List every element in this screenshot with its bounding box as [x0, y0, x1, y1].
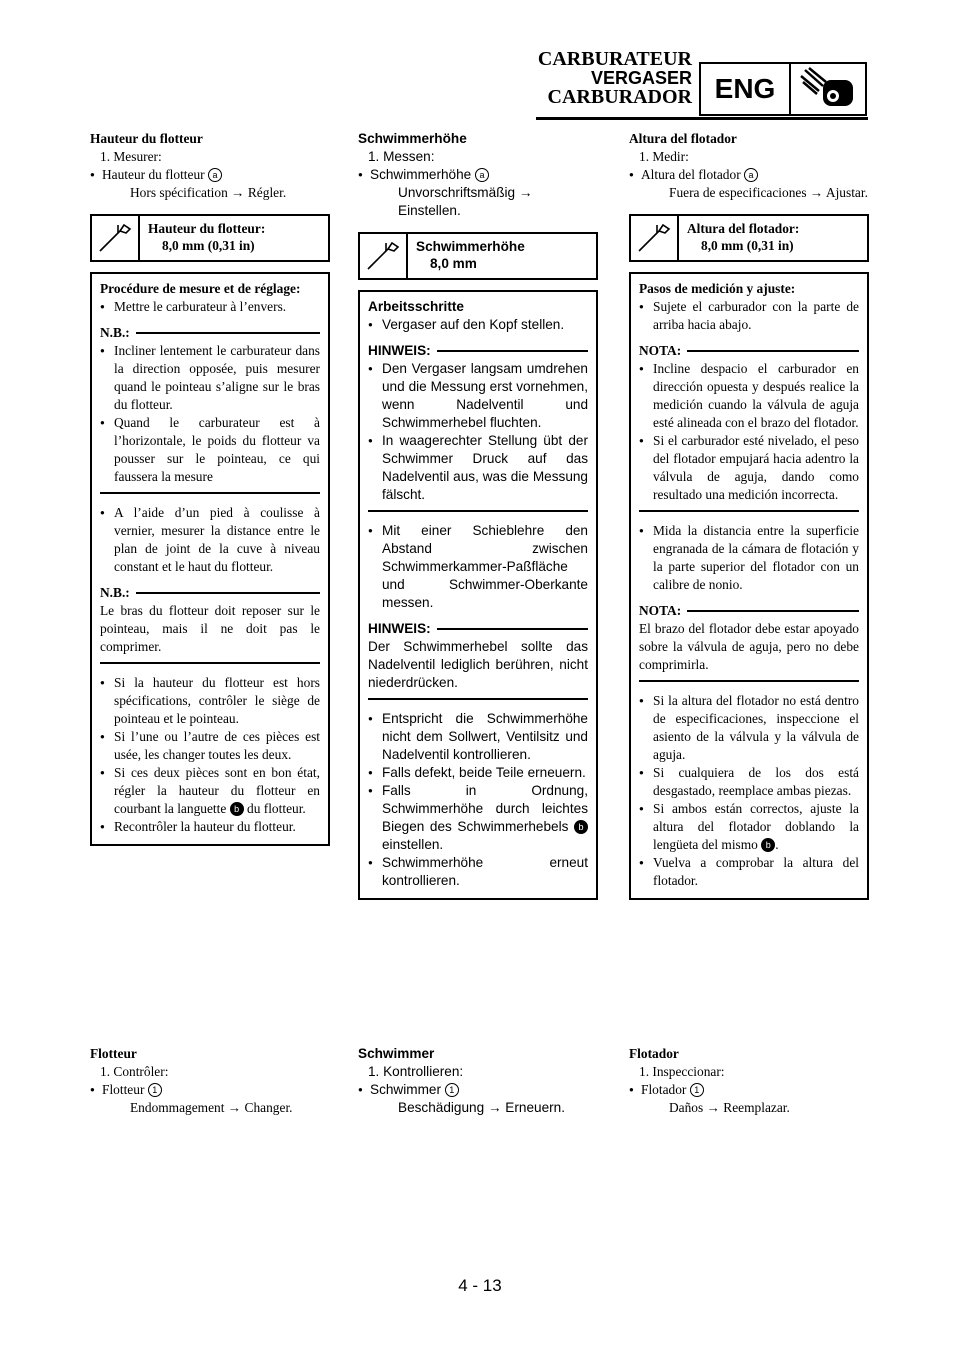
note-item: ● Quand le carburateur est à l’horizontale, le poids du flotteur va pousser sur le pointeau, ce qui faussera la mesure: [100, 414, 320, 486]
procedure-item: ● Si l’une ou l’autre de ces pièces est usée, les changer toutes les deux.: [100, 728, 320, 764]
note-divider: [100, 492, 320, 494]
spec-label: Hauteur du flotteur:: [148, 221, 266, 236]
title-fr: CARBURATEUR: [537, 48, 692, 70]
procedure-item: ● Si la hauteur du flotteur est hors spécifications, contrôler le siège de pointeau et le pointeau.: [100, 674, 320, 728]
note-text: Der Schwimmerhebel sollte das Nadelventil lediglich berühren, nicht niederdrücken.: [368, 639, 588, 690]
note-divider: [639, 680, 859, 682]
out-of-spec: Unvorschriftsmäßig → Einstellen.: [398, 185, 533, 218]
procedure-item: ● Falls in Ordnung, Schwimmerhöhe durch leichtes Biegen des Schwimmerhebels b einstellen.: [368, 782, 588, 854]
wrench-icon: [631, 216, 679, 260]
note-text: Le bras du flotteur doit reposer sur le pointeau, mais il ne doit pas le comprimer.: [100, 603, 320, 654]
ref-1-icon: 1: [690, 1083, 704, 1097]
spec-box: [629, 214, 869, 262]
section-title: Schwimmerhöhe: [358, 131, 467, 146]
procedure-item: ● Si cualquiera de los dos está desgastado, reemplace ambas piezas.: [639, 764, 859, 800]
note-header: NOTA:: [639, 342, 859, 360]
lang-badge: ENG: [701, 64, 791, 114]
bullet-float: ● Flotteur 1: [90, 1081, 340, 1099]
section-title: Hauteur du flotteur: [90, 131, 203, 146]
procedure-item: ● Si ces deux pièces sont en bon état, régler la hauteur du flotteur en courbant la languette b du flotteur.: [100, 764, 320, 818]
section-title: Flotteur: [90, 1046, 137, 1061]
carburetor-icon: [791, 64, 865, 114]
procedure-item: ● Sujete el carburador con la parte de arriba hacia abajo.: [639, 298, 859, 334]
out-of-spec: Hors spécification → Régler.: [130, 185, 287, 200]
note-item: ● In waagerechter Stellung übt der Schwimmer Druck auf das Nadelventil aus, was die Messung fälscht.: [368, 432, 588, 504]
wrench-icon: [360, 234, 408, 278]
step-inspect: 1. Kontrollieren:: [368, 1064, 464, 1079]
note-header: HINWEIS:: [368, 342, 588, 360]
column-french: [90, 130, 330, 846]
spec-box: [358, 232, 598, 280]
ref-1-icon: 1: [148, 1083, 162, 1097]
float-check-french: [90, 1045, 340, 1117]
note-divider: [639, 510, 859, 512]
step-inspect: 1. Inspeccionar:: [639, 1064, 725, 1079]
procedure-item: ● Entspricht die Schwimmerhöhe nicht dem Sollwert, Ventilsitz und Nadelventil kontrollieren.: [368, 710, 588, 764]
procedure-title: Arbeitsschritte: [368, 299, 464, 314]
header-titles: [538, 50, 692, 107]
ref-b-icon: b: [230, 802, 244, 816]
procedure-item: ● A l’aide d’un pied à coulisse à vernier, mesurer la distance entre le plan de joint de la cuve à niveau constant et le haut du flotteur.: [100, 504, 320, 576]
procedure-item: ● Si ambos están correctos, ajuste la altura del flotador doblando la lengüeta del mismo b .: [639, 800, 859, 854]
procedure-item: ● Mida la distancia entre la superficie engranada de la cámara de flotación y la parte superior del flotador con un calibre de nonio.: [639, 522, 859, 594]
spec-label: Schwimmerhöhe: [416, 239, 525, 254]
bullet-float-height: ● Hauteur du flotteur a: [90, 166, 330, 184]
note-header: HINWEIS:: [368, 620, 588, 638]
note-item: ● Den Vergaser langsam umdrehen und die Messung erst vornehmen, wenn Nadelventil und Schwimmerhebel fluchten.: [368, 360, 588, 432]
procedure-title: Procédure de mesure et de réglage:: [100, 281, 301, 296]
bullet-float: ● Schwimmer 1: [358, 1081, 608, 1099]
procedure-item: ● Falls defekt, beide Teile erneuern.: [368, 764, 588, 782]
procedure-box: [90, 272, 330, 846]
ref-a-icon: a: [475, 168, 489, 182]
bullet-float-height: ● Schwimmerhöhe a: [358, 166, 598, 184]
column-spanish: [629, 130, 869, 900]
note-header: NOTA:: [639, 602, 859, 620]
procedure-item: ● Recontrôler la hauteur du flotteur.: [100, 818, 320, 836]
spec-box: [90, 214, 330, 262]
procedure-item: ● Vuelva a comprobar la altura del flotador.: [639, 854, 859, 890]
ref-b-icon: b: [574, 820, 588, 834]
out-of-spec: Fuera de especificaciones → Ajustar.: [669, 185, 868, 200]
inspect-result: Daños → Reemplazar.: [669, 1100, 790, 1115]
bullet-float-height: ● Altura del flotador a: [629, 166, 869, 184]
title-de: VERGASER: [590, 68, 692, 88]
note-header: N.B.:: [100, 324, 320, 342]
page-number: 4 - 13: [458, 1276, 502, 1295]
inspect-result: Endommagement → Changer.: [130, 1100, 293, 1115]
bullet-float: ● Flotador 1: [629, 1081, 879, 1099]
ref-a-icon: a: [208, 168, 222, 182]
column-german: [358, 130, 598, 900]
float-check-spanish: [629, 1045, 879, 1117]
note-item: ● Incliner lentement le carburateur dans la direction opposée, puis mesurer quand le pointeau s’aligne sur le bras du flotteur.: [100, 342, 320, 414]
procedure-item: ● Schwimmerhöhe erneut kontrollieren.: [368, 854, 588, 890]
spec-value: 8,0 mm (0,31 in): [701, 238, 794, 253]
spec-value: 8,0 mm (0,31 in): [162, 238, 255, 253]
procedure-item: ● Mit einer Schieblehre den Abstand zwischen Schwimmerkammer-Paßfläche und Schwimmer-Oberkante messen.: [368, 522, 588, 612]
section-title: Altura del flotador: [629, 131, 737, 146]
header-rule: [536, 117, 868, 120]
wrench-icon: [92, 216, 140, 260]
procedure-box: [629, 272, 869, 900]
ref-1-icon: 1: [445, 1083, 459, 1097]
spec-value: 8,0 mm: [430, 256, 477, 271]
note-text: El brazo del flotador debe estar apoyado sobre la válvula de aguja, pero no debe comprimirla.: [639, 621, 859, 672]
procedure-item: ● Vergaser auf den Kopf stellen.: [368, 316, 588, 334]
inspect-result: Beschädigung → Erneuern.: [398, 1100, 566, 1115]
step-measure: 1. Medir:: [639, 149, 689, 164]
procedure-item: ● Si la altura del flotador no está dentro de especificaciones, inspeccione el asiento de la válvula y la válvula de aguja.: [639, 692, 859, 764]
section-title: Flotador: [629, 1046, 679, 1061]
note-header: N.B.:: [100, 584, 320, 602]
note-divider: [368, 698, 588, 700]
step-measure: 1. Messen:: [368, 149, 435, 164]
spec-label: Altura del flotador:: [687, 221, 800, 236]
note-item: ● Incline despacio el carburador en dirección opuesta y después realice la medición cuando la válvula de aguja esté alineada con el brazo del flotador.: [639, 360, 859, 432]
procedure-box: [358, 290, 598, 900]
section-badge: [699, 62, 867, 116]
title-es: CARBURADOR: [547, 86, 692, 108]
step-measure: 1. Mesurer:: [100, 149, 162, 164]
step-inspect: 1. Contrôler:: [100, 1064, 169, 1079]
ref-b-icon: b: [761, 838, 775, 852]
procedure-item: ● Mettre le carburateur à l’envers.: [100, 298, 320, 316]
note-item: ● Si el carburador esté nivelado, el peso del flotador empujará hacia adentro la válvula de aguja, dando como resultado una medición incorrecta.: [639, 432, 859, 504]
section-title: Schwimmer: [358, 1046, 435, 1061]
note-divider: [100, 662, 320, 664]
float-check-german: [358, 1045, 608, 1117]
note-divider: [368, 510, 588, 512]
ref-a-icon: a: [744, 168, 758, 182]
procedure-title: Pasos de medición y ajuste:: [639, 281, 796, 296]
